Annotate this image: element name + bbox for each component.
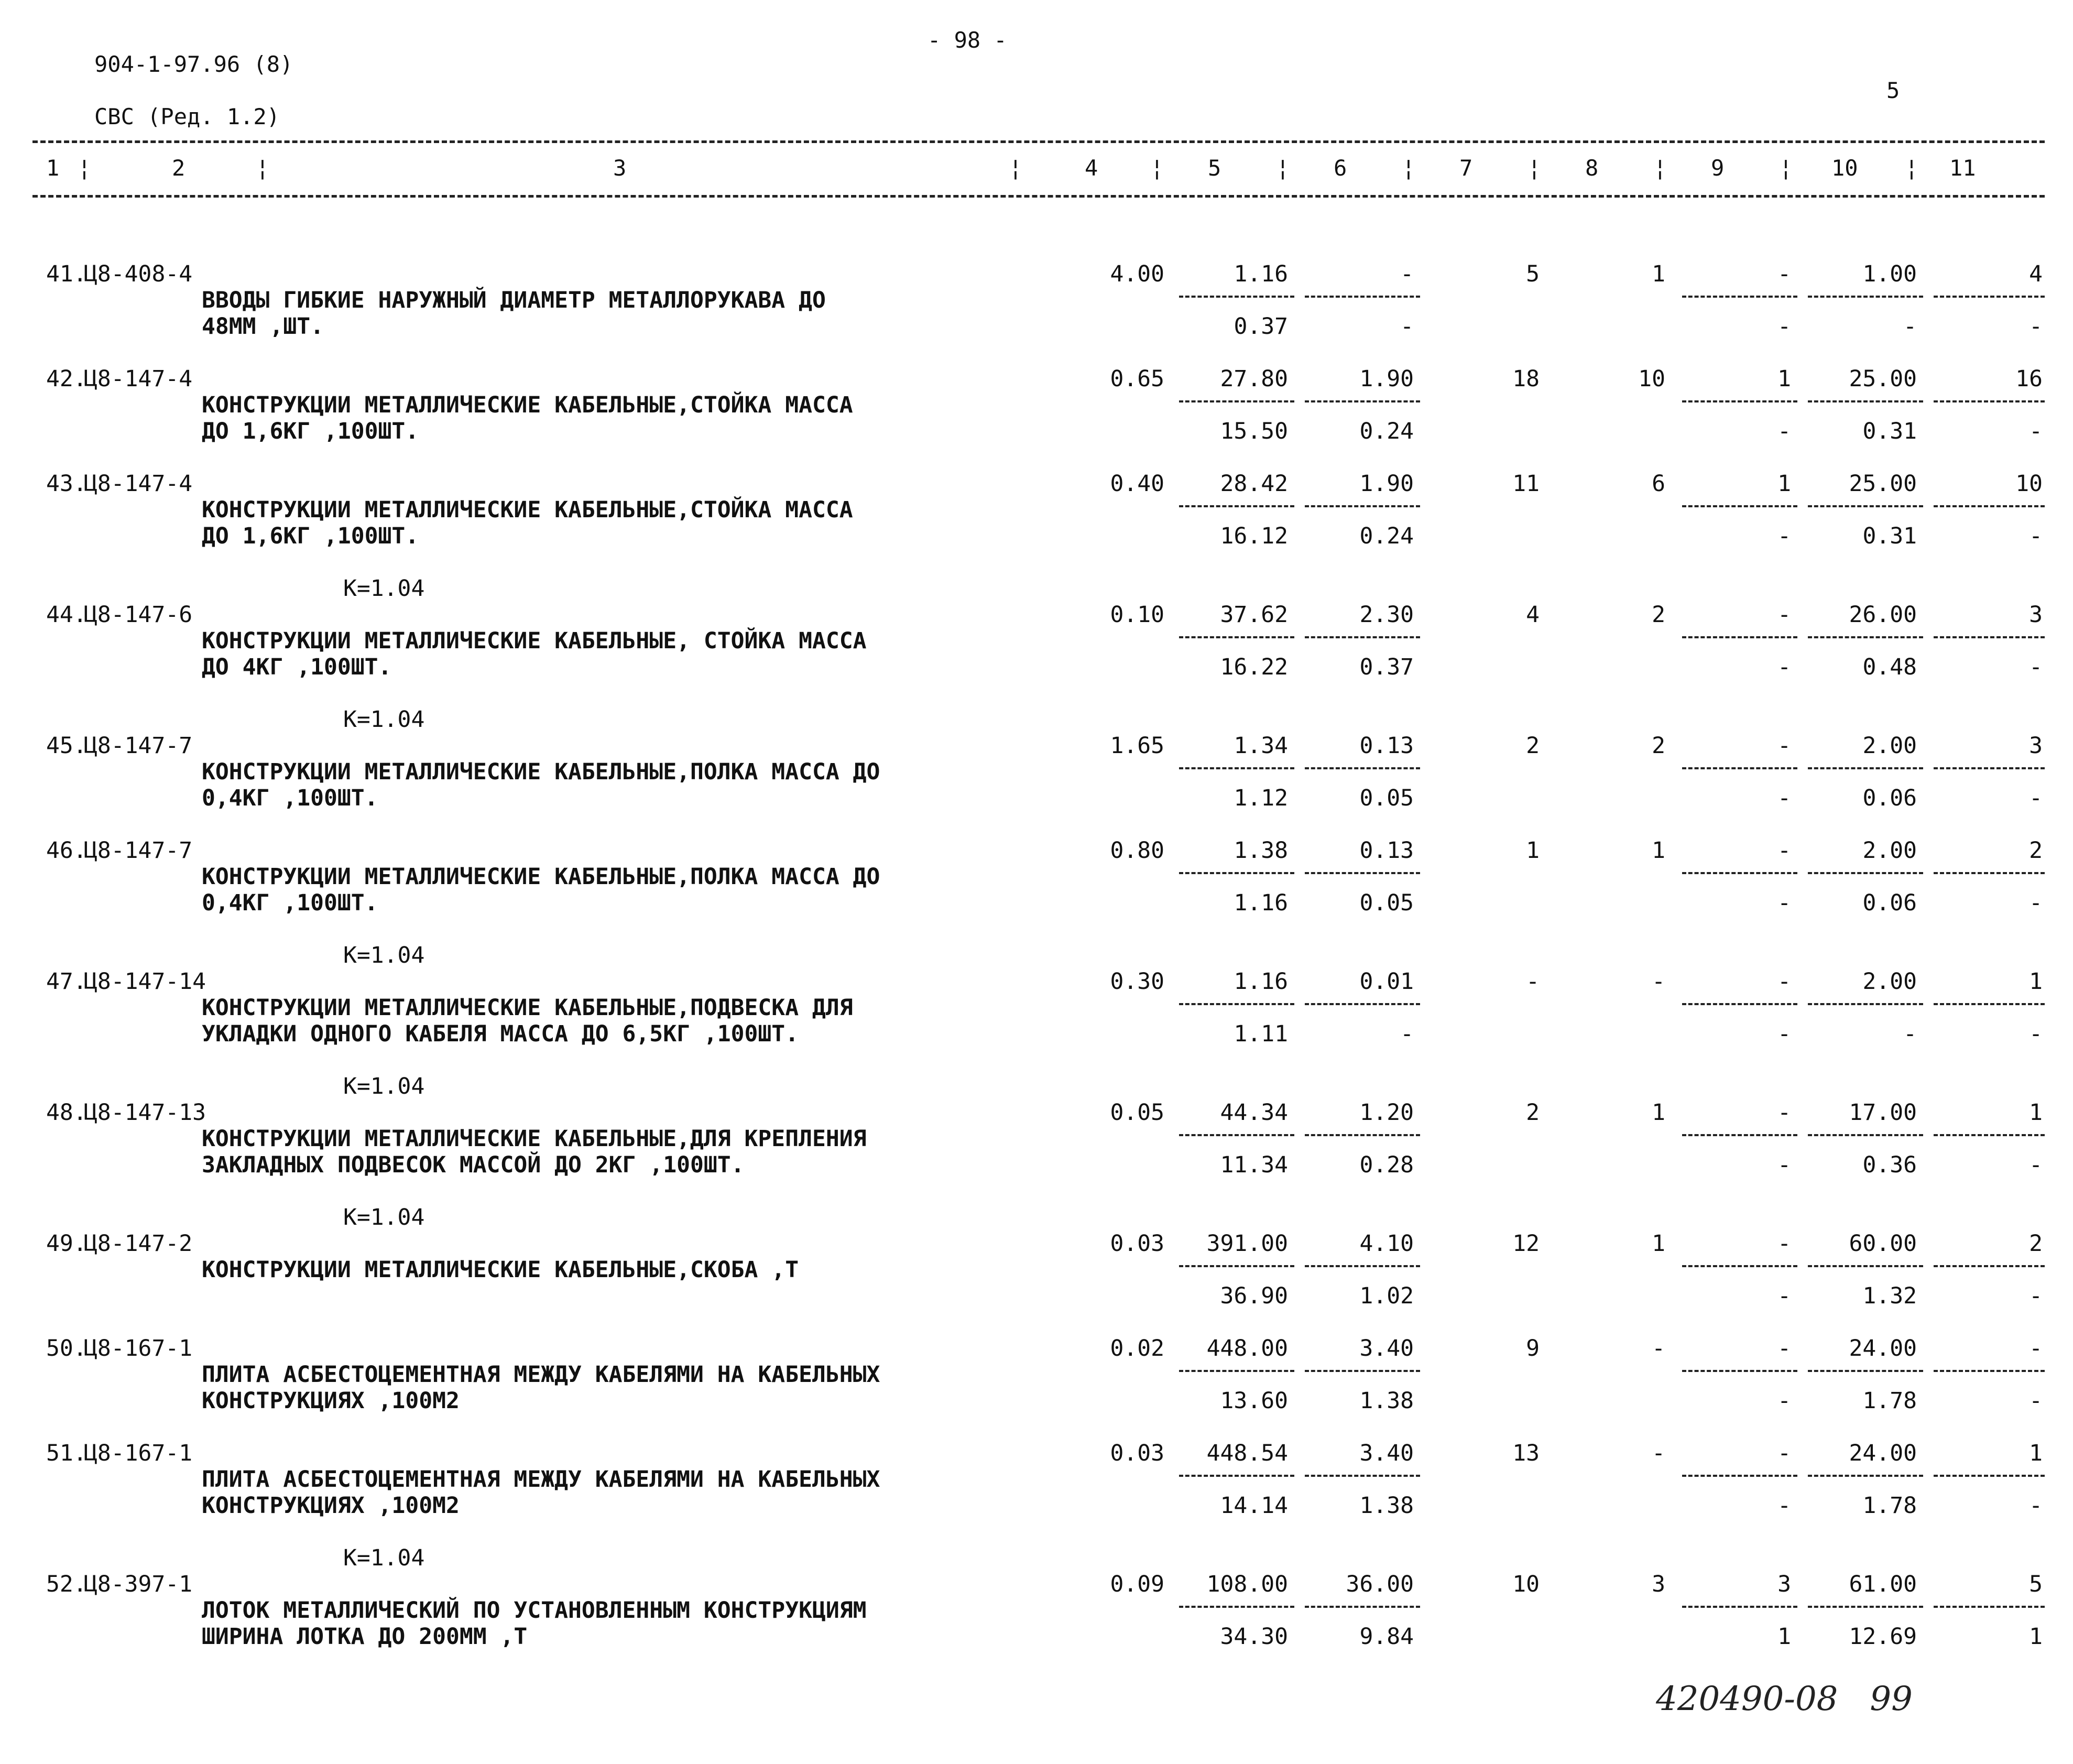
fraction-line [1179, 505, 1294, 507]
entry-description: ВВОДЫ ГИБКИЕ НАРУЖНЫЙ ДИАМЕТР МЕТАЛЛОРУКАВА ДО [202, 287, 826, 313]
value-c11: 10 [2015, 471, 2043, 497]
value-c9b: - [1777, 523, 1791, 549]
value-c11: 2 [2029, 837, 2043, 864]
value-c6b: 0.37 [1359, 654, 1414, 680]
value-c10: 1.00 [1862, 261, 1917, 287]
value-c9b: - [1777, 1283, 1791, 1309]
value-c10: 25.00 [1849, 471, 1917, 497]
fraction-line [1305, 296, 1420, 298]
entry-code: Ц8-147-6 [84, 602, 193, 628]
entry-description: ДО 1,6КГ ,100ШТ. [202, 418, 419, 444]
value-c11b: - [2029, 313, 2043, 340]
fraction-line [1934, 400, 2045, 402]
entry-description: КОНСТРУКЦИИ МЕТАЛЛИЧЕСКИЕ КАБЕЛЬНЫЕ, СТОЙКА МАССА [202, 628, 867, 654]
value-c8: 1 [1652, 1231, 1665, 1257]
value-c6b: - [1400, 1021, 1414, 1047]
value-c10b: 12.69 [1849, 1624, 1917, 1650]
value-c8: 1 [1652, 261, 1665, 287]
value-c9: 1 [1777, 471, 1791, 497]
fraction-line [1179, 1134, 1294, 1136]
fraction-line [1808, 1003, 1923, 1005]
fraction-line [1179, 636, 1294, 638]
value-c10b: - [1903, 1021, 1917, 1047]
value-c10b: 0.48 [1862, 654, 1917, 680]
entry-description: 48ММ ,ШТ. [202, 313, 324, 340]
entry-number: 51. [46, 1440, 87, 1466]
value-c6: 1.20 [1359, 1099, 1414, 1126]
value-c6b: 0.05 [1359, 890, 1414, 916]
fraction-line [1305, 1134, 1420, 1136]
value-c11b: - [2029, 1021, 2043, 1047]
fraction-line [1179, 1265, 1294, 1267]
fraction-line [1179, 1003, 1294, 1005]
program-version: СВС (Ред. 1.2) [94, 104, 280, 129]
value-c9: - [1777, 261, 1791, 287]
column-separator: ¦ [1779, 155, 1793, 181]
page-marker: - 98 - [928, 27, 1007, 53]
column-header-7: 7 [1459, 155, 1473, 181]
value-c5b: 1.11 [1234, 1021, 1288, 1047]
value-c7: 11 [1512, 471, 1540, 497]
entry-number: 48. [46, 1099, 87, 1126]
value-c4: 0.02 [1110, 1335, 1164, 1362]
value-c6: 3.40 [1359, 1440, 1414, 1466]
fraction-line [1305, 1370, 1420, 1372]
value-c9b: 1 [1777, 1624, 1791, 1650]
fraction-line [1682, 1370, 1797, 1372]
value-c7: 2 [1526, 733, 1540, 759]
value-c5b: 1.12 [1234, 785, 1288, 811]
entry-number: 42. [46, 366, 87, 392]
value-c5b: 36.90 [1220, 1283, 1288, 1309]
entry-description: КОНСТРУКЦИИ МЕТАЛЛИЧЕСКИЕ КАБЕЛЬНЫЕ,СТОЙКА МАССА [202, 497, 853, 523]
value-c6: 4.10 [1359, 1231, 1414, 1257]
entry-description: КОНСТРУКЦИЯХ ,100М2 [202, 1493, 460, 1519]
value-c10: 25.00 [1849, 366, 1917, 392]
fraction-line [1682, 505, 1797, 507]
coefficient: К=1.04 [343, 1545, 425, 1571]
value-c8: 2 [1652, 733, 1665, 759]
fraction-line [1808, 1475, 1923, 1477]
fraction-line [1682, 1475, 1797, 1477]
value-c5b: 34.30 [1220, 1624, 1288, 1650]
fraction-line [1305, 400, 1420, 402]
fraction-line [1808, 1265, 1923, 1267]
value-c8: 2 [1652, 602, 1665, 628]
column-separator: ¦ [1009, 155, 1022, 181]
value-c6b: 0.24 [1359, 418, 1414, 444]
column-separator: ¦ [1276, 155, 1290, 181]
value-c11b: - [2029, 890, 2043, 916]
value-c10: 2.00 [1862, 837, 1917, 864]
value-c7: 10 [1512, 1571, 1540, 1597]
value-c5b: 16.22 [1220, 654, 1288, 680]
entry-code: Ц8-408-4 [84, 261, 193, 287]
entry-code: Ц8-147-7 [84, 733, 193, 759]
fraction-line [1934, 1606, 2045, 1608]
value-c10: 24.00 [1849, 1440, 1917, 1466]
entry-code: Ц8-147-4 [84, 471, 193, 497]
entry-number: 52. [46, 1571, 87, 1597]
value-c5: 37.62 [1220, 602, 1288, 628]
value-c8: 10 [1638, 366, 1665, 392]
column-header-3: 3 [613, 155, 627, 181]
value-c7: 1 [1526, 837, 1540, 864]
entry-description: 0,4КГ ,100ШТ. [202, 890, 378, 916]
column-header-2: 2 [172, 155, 186, 181]
value-c10b: 0.31 [1862, 523, 1917, 549]
coefficient: К=1.04 [343, 1073, 425, 1099]
value-c5: 44.34 [1220, 1099, 1288, 1126]
value-c8: 6 [1652, 471, 1665, 497]
value-c11b: - [2029, 1283, 2043, 1309]
column-header-6: 6 [1334, 155, 1347, 181]
value-c7: 4 [1526, 602, 1540, 628]
entry-description: КОНСТРУКЦИЯХ ,100М2 [202, 1388, 460, 1414]
entry-description: КОНСТРУКЦИИ МЕТАЛЛИЧЕСКИЕ КАБЕЛЬНЫЕ,ПОЛКА МАССА ДО [202, 759, 880, 785]
value-c11b: 1 [2029, 1624, 2043, 1650]
value-c9: - [1777, 837, 1791, 864]
value-c10: 61.00 [1849, 1571, 1917, 1597]
column-separator: ¦ [1905, 155, 1918, 181]
column-separator: ¦ [1402, 155, 1415, 181]
coefficient: К=1.04 [343, 942, 425, 968]
fraction-line [1682, 767, 1797, 769]
entry-code: Ц8-147-7 [84, 837, 193, 864]
column-separator: ¦ [256, 155, 269, 181]
value-c7: 9 [1526, 1335, 1540, 1362]
entry-description: КОНСТРУКЦИИ МЕТАЛЛИЧЕСКИЕ КАБЕЛЬНЫЕ,ДЛЯ КРЕПЛЕНИЯ [202, 1126, 867, 1152]
value-c6: 1.90 [1359, 366, 1414, 392]
value-c8: 3 [1652, 1571, 1665, 1597]
value-c9b: - [1777, 313, 1791, 340]
fraction-line [1305, 636, 1420, 638]
value-c11b: - [2029, 1388, 2043, 1414]
value-c10: 2.00 [1862, 968, 1917, 995]
fraction-line [1808, 1370, 1923, 1372]
value-c9b: - [1777, 1493, 1791, 1519]
value-c8: - [1652, 1440, 1665, 1466]
header-bottom-rule [32, 195, 2045, 198]
value-c11: 3 [2029, 733, 2043, 759]
fraction-line [1934, 1475, 2045, 1477]
value-c11: 5 [2029, 1571, 2043, 1597]
fraction-line [1934, 767, 2045, 769]
value-c10b: 0.06 [1862, 785, 1917, 811]
value-c8: 1 [1652, 837, 1665, 864]
header-top-rule [32, 140, 2045, 143]
value-c4: 0.80 [1110, 837, 1164, 864]
column-header-8: 8 [1585, 155, 1599, 181]
value-c11b: - [2029, 1493, 2043, 1519]
value-c9: - [1777, 602, 1791, 628]
fraction-line [1179, 767, 1294, 769]
value-c10b: 1.32 [1862, 1283, 1917, 1309]
value-c5: 108.00 [1206, 1571, 1288, 1597]
value-c10: 24.00 [1849, 1335, 1917, 1362]
value-c11b: - [2029, 418, 2043, 444]
fraction-line [1682, 1003, 1797, 1005]
fraction-line [1808, 1606, 1923, 1608]
column-separator: ¦ [1528, 155, 1541, 181]
value-c7: 2 [1526, 1099, 1540, 1126]
value-c9b: - [1777, 785, 1791, 811]
value-c7: 5 [1526, 261, 1540, 287]
value-c7: 13 [1512, 1440, 1540, 1466]
fraction-line [1179, 1606, 1294, 1608]
entry-number: 47. [46, 968, 87, 995]
coefficient: К=1.04 [343, 1204, 425, 1231]
value-c5: 1.16 [1234, 968, 1288, 995]
value-c11b: - [2029, 1152, 2043, 1178]
entry-description: ЛОТОК МЕТАЛЛИЧЕСКИЙ ПО УСТАНОВЛЕННЫМ КОНСТРУКЦИЯМ [202, 1597, 867, 1624]
value-c4: 0.40 [1110, 471, 1164, 497]
value-c6b: 1.38 [1359, 1493, 1414, 1519]
entry-code: Ц8-147-13 [84, 1099, 206, 1126]
value-c10: 26.00 [1849, 602, 1917, 628]
value-c5: 28.42 [1220, 471, 1288, 497]
value-c5: 448.54 [1206, 1440, 1288, 1466]
value-c9: - [1777, 968, 1791, 995]
value-c11: 1 [2029, 1099, 2043, 1126]
value-c6: 2.30 [1359, 602, 1414, 628]
value-c4: 0.03 [1110, 1231, 1164, 1257]
fraction-line [1305, 1475, 1420, 1477]
fraction-line [1808, 636, 1923, 638]
fraction-line [1808, 767, 1923, 769]
value-c9b: - [1777, 890, 1791, 916]
value-c8: 1 [1652, 1099, 1665, 1126]
fraction-line [1934, 1370, 2045, 1372]
value-c5b: 0.37 [1234, 313, 1288, 340]
entry-number: 41. [46, 261, 87, 287]
value-c9: - [1777, 1440, 1791, 1466]
fraction-line [1934, 1003, 2045, 1005]
fraction-line [1934, 505, 2045, 507]
fraction-line [1808, 505, 1923, 507]
fraction-line [1179, 1370, 1294, 1372]
entry-number: 46. [46, 837, 87, 864]
value-c11b: - [2029, 654, 2043, 680]
entry-number: 50. [46, 1335, 87, 1362]
value-c6b: 1.38 [1359, 1388, 1414, 1414]
column-header-1: 1 [46, 155, 60, 181]
fraction-line [1179, 1475, 1294, 1477]
value-c6b: 9.84 [1359, 1624, 1414, 1650]
value-c4: 0.30 [1110, 968, 1164, 995]
value-c11: 1 [2029, 968, 2043, 995]
value-c5b: 1.16 [1234, 890, 1288, 916]
fraction-line [1808, 296, 1923, 298]
value-c5: 448.00 [1206, 1335, 1288, 1362]
entry-description: ШИРИНА ЛОТКА ДО 200ММ ,Т [202, 1624, 528, 1650]
value-c6: 0.13 [1359, 733, 1414, 759]
value-c6b: 0.05 [1359, 785, 1414, 811]
column-separator: ¦ [1653, 155, 1667, 181]
value-c9: - [1777, 733, 1791, 759]
value-c10: 17.00 [1849, 1099, 1917, 1126]
value-c10: 60.00 [1849, 1231, 1917, 1257]
value-c4: 0.65 [1110, 366, 1164, 392]
entry-code: Ц8-147-14 [84, 968, 206, 995]
value-c9b: - [1777, 1152, 1791, 1178]
entry-code: Ц8-167-1 [84, 1440, 193, 1466]
entry-description: КОНСТРУКЦИИ МЕТАЛЛИЧЕСКИЕ КАБЕЛЬНЫЕ,СТОЙКА МАССА [202, 392, 853, 418]
fraction-line [1682, 1265, 1797, 1267]
value-c4: 4.00 [1110, 261, 1164, 287]
entry-description: ПЛИТА АСБЕСТОЦЕМЕНТНАЯ МЕЖДУ КАБЕЛЯМИ НА КАБЕЛЬНЫХ [202, 1466, 880, 1493]
value-c4: 0.05 [1110, 1099, 1164, 1126]
value-c11: 1 [2029, 1440, 2043, 1466]
value-c10b: 0.36 [1862, 1152, 1917, 1178]
value-c6b: 0.28 [1359, 1152, 1414, 1178]
fraction-line [1179, 400, 1294, 402]
entry-description: ПЛИТА АСБЕСТОЦЕМЕНТНАЯ МЕЖДУ КАБЕЛЯМИ НА КАБЕЛЬНЫХ [202, 1362, 880, 1388]
column-separator: ¦ [78, 155, 91, 181]
fraction-line [1305, 1003, 1420, 1005]
fraction-line [1682, 1606, 1797, 1608]
value-c5b: 13.60 [1220, 1388, 1288, 1414]
value-c4: 1.65 [1110, 733, 1164, 759]
value-c8: - [1652, 1335, 1665, 1362]
value-c10b: 1.78 [1862, 1388, 1917, 1414]
fraction-line [1682, 872, 1797, 874]
value-c11: 16 [2015, 366, 2043, 392]
value-c4: 0.10 [1110, 602, 1164, 628]
fraction-line [1682, 636, 1797, 638]
fraction-line [1934, 296, 2045, 298]
entry-description: КОНСТРУКЦИИ МЕТАЛЛИЧЕСКИЕ КАБЕЛЬНЫЕ,ПОДВЕСКА ДЛЯ [202, 995, 853, 1021]
value-c9b: - [1777, 654, 1791, 680]
entry-description: УКЛАДКИ ОДНОГО КАБЕЛЯ МАССА ДО 6,5КГ ,100ШТ. [202, 1021, 799, 1047]
fraction-line [1305, 1606, 1420, 1608]
fraction-line [1934, 1134, 2045, 1136]
value-c9: - [1777, 1099, 1791, 1126]
value-c11: 2 [2029, 1231, 2043, 1257]
entry-description: ДО 1,6КГ ,100ШТ. [202, 523, 419, 549]
column-header-9: 9 [1711, 155, 1725, 181]
value-c6b: 1.02 [1359, 1283, 1414, 1309]
value-c9b: - [1777, 1388, 1791, 1414]
entry-description: 0,4КГ ,100ШТ. [202, 785, 378, 811]
value-c10: 2.00 [1862, 733, 1917, 759]
value-c5: 1.16 [1234, 261, 1288, 287]
fraction-line [1808, 400, 1923, 402]
value-c6: - [1400, 261, 1414, 287]
value-c9: 3 [1777, 1571, 1791, 1597]
fraction-line [1682, 400, 1797, 402]
value-c5b: 16.12 [1220, 523, 1288, 549]
document-code: 904-1-97.96 (8) [94, 51, 293, 77]
column-separator: ¦ [1150, 155, 1164, 181]
value-c11b: - [2029, 523, 2043, 549]
value-c10b: 0.31 [1862, 418, 1917, 444]
value-c5b: 11.34 [1220, 1152, 1288, 1178]
handwritten-stamp: 420490-08 99 [1656, 1680, 1913, 1718]
entry-number: 49. [46, 1231, 87, 1257]
entry-number: 44. [46, 602, 87, 628]
entry-code: Ц8-147-4 [84, 366, 193, 392]
value-c9: 1 [1777, 366, 1791, 392]
value-c7: - [1526, 968, 1540, 995]
value-c5: 27.80 [1220, 366, 1288, 392]
fraction-line [1305, 767, 1420, 769]
value-c10b: 0.06 [1862, 890, 1917, 916]
fraction-line [1305, 505, 1420, 507]
column-header-5: 5 [1208, 155, 1221, 181]
fraction-line [1808, 872, 1923, 874]
value-c6b: 0.24 [1359, 523, 1414, 549]
column-header-11: 11 [1949, 155, 1976, 181]
value-c9b: - [1777, 418, 1791, 444]
value-c5: 1.34 [1234, 733, 1288, 759]
fraction-line [1179, 872, 1294, 874]
fraction-line [1305, 1265, 1420, 1267]
entry-code: Ц8-147-2 [84, 1231, 193, 1257]
fraction-line [1934, 1265, 2045, 1267]
value-c6: 0.01 [1359, 968, 1414, 995]
fraction-line [1682, 1134, 1797, 1136]
entry-description: ДО 4КГ ,100ШТ. [202, 654, 392, 680]
value-c6: 3.40 [1359, 1335, 1414, 1362]
value-c11b: - [2029, 785, 2043, 811]
value-c10b: - [1903, 313, 1917, 340]
fraction-line [1305, 872, 1420, 874]
entry-description: ЗАКЛАДНЫХ ПОДВЕСОК МАССОЙ ДО 2КГ ,100ШТ. [202, 1152, 745, 1178]
value-c9: - [1777, 1335, 1791, 1362]
value-c11: - [2029, 1335, 2043, 1362]
coefficient: К=1.04 [343, 575, 425, 602]
column-header-10: 10 [1831, 155, 1858, 181]
entry-code: Ц8-167-1 [84, 1335, 193, 1362]
entry-number: 45. [46, 733, 87, 759]
value-c9b: - [1777, 1021, 1791, 1047]
value-c7: 18 [1512, 366, 1540, 392]
value-c5b: 14.14 [1220, 1493, 1288, 1519]
value-c10b: 1.78 [1862, 1493, 1917, 1519]
fraction-line [1808, 1134, 1923, 1136]
entry-description: КОНСТРУКЦИИ МЕТАЛЛИЧЕСКИЕ КАБЕЛЬНЫЕ,СКОБА ,Т [202, 1257, 799, 1283]
fraction-line [1934, 872, 2045, 874]
value-c7: 12 [1512, 1231, 1540, 1257]
fraction-line [1682, 296, 1797, 298]
value-c6: 0.13 [1359, 837, 1414, 864]
value-c5b: 15.50 [1220, 418, 1288, 444]
entry-number: 43. [46, 471, 87, 497]
value-c11: 3 [2029, 602, 2043, 628]
value-c6b: - [1400, 313, 1414, 340]
entry-code: Ц8-397-1 [84, 1571, 193, 1597]
fraction-line [1179, 296, 1294, 298]
value-c4: 0.03 [1110, 1440, 1164, 1466]
fraction-line [1934, 636, 2045, 638]
value-c11: 4 [2029, 261, 2043, 287]
column-header-4: 4 [1085, 155, 1098, 181]
value-c5: 391.00 [1206, 1231, 1288, 1257]
value-c8: - [1652, 968, 1665, 995]
value-c5: 1.38 [1234, 837, 1288, 864]
sheet-number: 5 [1886, 78, 1900, 103]
entry-description: КОНСТРУКЦИИ МЕТАЛЛИЧЕСКИЕ КАБЕЛЬНЫЕ,ПОЛКА МАССА ДО [202, 864, 880, 890]
coefficient: К=1.04 [343, 706, 425, 733]
value-c9: - [1777, 1231, 1791, 1257]
value-c4: 0.09 [1110, 1571, 1164, 1597]
value-c6: 36.00 [1346, 1571, 1414, 1597]
value-c6: 1.90 [1359, 471, 1414, 497]
